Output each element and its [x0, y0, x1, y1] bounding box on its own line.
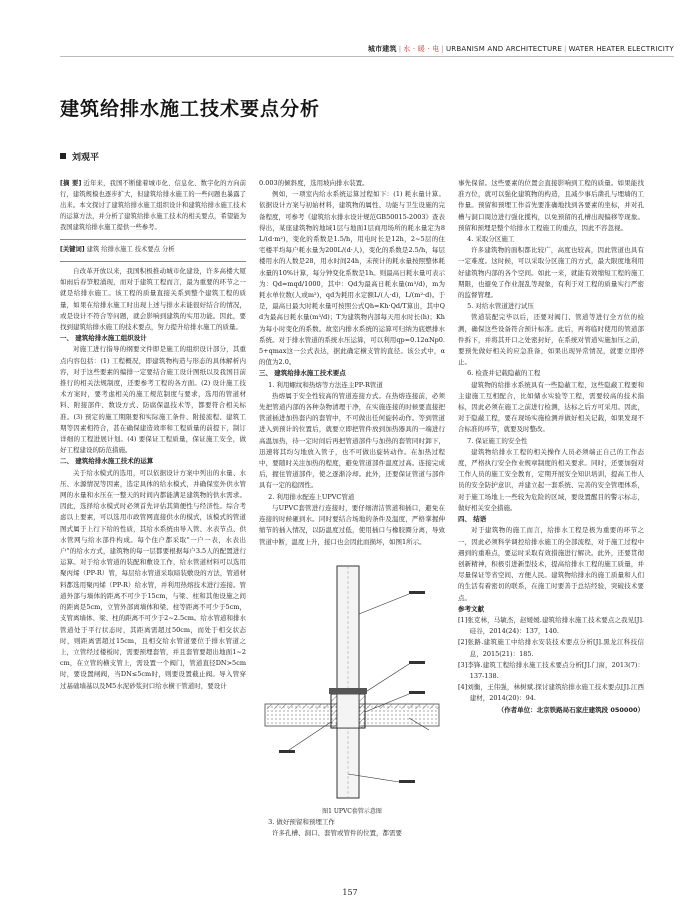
page-number: 157: [342, 888, 358, 897]
upvc-sleeve-diagram: [259, 554, 445, 804]
header-keywords: 水 · 暖 · 电: [403, 45, 440, 53]
paragraph: 事先保留。这些要素的位置会直接影响到工程的质量。如果能找准方位，就可以强化建筑物的构造，且减少事后凿孔与埋墙的工作量。预留和预埋工作首先要准确地找到各要素的坐标，并对孔槽与洞口周边进行强化揽构，以免预留的孔槽出现偏移等现象。预留和预埋是整个给排水工程施工的重点，因此不容忽视。: [458, 179, 644, 232]
upvc-diagram-figure: [259, 554, 445, 804]
paragraph: 许多孔槽、洞口、套管或管件的位置，都需要: [272, 829, 402, 838]
paragraph: 关于给水模式的选用，可以依据设计方案中列出的水量、水压、水源情况等因素，选定具体的给水模式，并确保室外供水管网的水量和水压在一整天的时间内都能满足建筑物的供水需求。因此，选择给水模式时必须首先评估其简便性与经济性。综合考虑以上要素，可以选用市政管网直接供水的模式，该模式的管道图式属于上行下给的性质，其给水系统由导入管、水表节点、供水管网与给水部件构成。每个住户都采取"一户一表，水表出户"的给水方式，建筑物的每一层都要根据每户3.5人的配置进行运算。对于给水管道的装配和敷设工作，给水管道材料可以选用聚丙烯（PP-R）管，每层给水管道采取暗装敷设的方法，管道材料都选用聚丙烯（PP-R）给水管，并利用热熔技术进行连接。管道外部与墙体的距离不可少于15cm，与梁、柱和其他设施之间的距离是5cm，立管外部离墙体和梁、柱等距离不可少于5cm，支管离墙体、梁、柱的距离不可少于2~2.5cm。给水管道和排水管道处于平行状态时，其距离需超过50cm，而处于相交状态时，则距离需超过15cm，且相交给水管道要位于排水管道之上，立管经过楼板时，需要预埋套管，并且套管要超出地面1~2cm，在立管的横支管上，需设置一个阀门，管道直径DN>5cm时，要设置闸阀，当DN≤5cm时，则要设置截止阀。导入管穿过基础墙基以及M5水泥砂浆封口给水横干管道时，要设计: [60, 468, 246, 690]
author-name: 刘观平: [72, 153, 100, 163]
reference-item: [3]李锋.建筑工程给排水施工技术要点分析[J].门窗，2013(7)：137-138.: [458, 660, 644, 680]
references-title: 参考文献: [458, 604, 484, 613]
column-3: [458, 178, 644, 860]
reference-item: [1]张克林，马敏杰，赵媛媛.建筑给排水施工技术要点之我见[J].硅谷，2014(24)：137，140.: [458, 615, 644, 636]
reference-item: [2]张路.建筑施工中给排水安装技术要点分析[J].黑龙江科技信息，2015(21)：185.: [458, 638, 644, 658]
subheading: 7. 保证施工的安全性: [467, 436, 528, 445]
section-heading-3: 三、 建筑给排水施工技术要点: [259, 369, 346, 378]
abstract-divider: [60, 239, 246, 240]
abstract-label: [摘 要]: [60, 180, 82, 187]
subheading: 2. 利用排水配连上UPVC管道: [268, 492, 355, 501]
subheading: 6. 检查并记载隐蔽的工程: [467, 369, 541, 378]
header-divider: [60, 56, 674, 57]
sealing-ring: [329, 688, 367, 694]
section-heading-4: 四、 结语: [458, 515, 487, 524]
subheading: 4. 采取分区施工: [467, 235, 515, 244]
author-affiliation: （作者单位：北京铁路局石家庄建筑段 050000）: [497, 705, 644, 714]
author-line: [60, 150, 99, 163]
section-heading-1: 一、 建筑给排水施工组织设计: [60, 334, 147, 343]
article-title: 建筑给排水施工技术要点分析: [60, 98, 321, 120]
square-bullet-icon: [60, 153, 66, 159]
paragraph: 建筑物给排水工程的相关操作人员必须端正自己的工作态度，严格执行安全作业规章制度的相关要求。同时，还要加强对工作人员的施工安全教育，定期开展安全知识培训，提高工作人员的安全防护意识，并建立起一套系统、完善的安全管理体系，对于施工场地上一些较为危险的区域，要设置醒目的警示标志，做好相关安全措施。: [458, 447, 644, 512]
abstract: [60, 178, 246, 233]
subheading: 3. 做好预留和预埋工作: [268, 817, 335, 826]
paragraph: 许多建筑物的面积都比较广，高度也较高，因此管道也具有一定难度。这时候，可以采取分区施工的方式，最大限度地利用好建筑物内部的各个空间。如此一来，就能有效缩短工程的施工期限，也避免了作业混乱等现象，有利于对工程的质量实行严密的监督管理。: [458, 246, 644, 300]
paragraph: 与UPVC套管进行连接时，要仔细清洁管道和插口，避免在连接的时候砸到水。同时要结合场地的条件及温度，严格掌握伸缩节的插入情况，以防温度过低，使用插口与橡胶圈分离，导致管道中断，温度上升，接口也会因此而损坏，如图1所示。: [259, 503, 445, 546]
paragraph: 对于建筑物的施工而言，给排水工程是极为重要的环节之一，因此必须科学调控给排水施工的全部流程，对于施工过程中遇到的重难点，要运时采取有效措施进行解决。此外，还要贯彻创新精神，积极引进新型技术，提高给排水工程的施工质量，并尽量保证等省空间、方便人民。建筑物给排水的施工质量和人们的生活有着密切的联系，在施工时要善于总结经验，突破技术要点。: [458, 526, 644, 602]
subheading: 1. 利用螺纹和热熔等方法连主PP-R管道: [268, 380, 383, 389]
paragraph: 建筑物的给排水系统具有一些隐蔽工程，这些隐蔽工程要和主建施工互相配合，比如储水实验等工程，需要较高的技术指标，因此必须在施工之前进行检测，达标之后方可采用。因此，对于隐蔽工程，要在现场实施检测并做好相关记载，如果发现不合标准的环节，就要及时整改。: [458, 380, 644, 434]
figure-caption: 图1 UPVC套管示意图: [322, 807, 382, 815]
subheading: 5. 对给水管道进行试压: [467, 302, 534, 311]
header-section: 城市建筑: [367, 45, 397, 53]
section-heading-2: 二、 建筑给排水施工技术的运算: [60, 457, 154, 466]
paragraph: 管道装配完毕以后，还要对阀门、管道等进行全方位的检测，确保这些设备符合预计标准。此后，再将临时使用的管道部件拆下，并将其开口之处密封好，在系统对管道实施加压之前，要预先做好相关的应急准备，如果出现异常情况，就要立即停止。: [458, 313, 644, 367]
pipe-in-sleeve: [337, 694, 359, 728]
abstract-text: 近年来，我国不断健着城市化、信息化、数字化的方向前行，建筑规模也逐步扩大，但建筑给排水施工的一些问题也暴露了出来。本文探讨了建筑给排水施工组织设计和建筑给排水施工技术的运算方法，并分析了建筑给排水施工技术的相关要点，希望能为我国建筑给排水施工提供一些参考。: [60, 180, 246, 231]
column-1: [60, 178, 246, 860]
keywords-divider: [60, 261, 246, 262]
keywords: [60, 244, 246, 255]
paragraph: 例如，一项室内给水系统运算过程如下：(1) 耗水量计算。依据设计方案与初始材料，建筑物的属性、功能与卫生设施的完备程度，可参考《建筑给水排水设计规范GB50015-2003》查表得出，某座建筑物的地域1层与地面1层商用场所的耗水量定为8L/(d·m²)，变化的系数是1.5/h，用电时长是12h，2~5层的住宅楼平均每户耗水量为200L/(d·人)，变化的系数是2.5/h，每层楼用水的人数是28，用水时间24h，未预计的耗水量按照整体耗水量的10%计算，每分钟变化系数是1h。则最高日耗水量可表示为：Qd=mqd/1000，其中：Qd为最高日耗水量(m³/d)，m为耗水单位数(人或m²)，qd为耗用水定额L/(人·d)，L/(m²·d)。于是，最高日最大时耗水量可按照公式Qh=Kh·Qd/T算出，其中Qd为最高日耗水量(m³/d)；T为建筑物内部每天用水时长(h)；Kh为每小时变化的系数。故室内排水系统的运算可归纳为底燃排水系统。对于排水管道的系统水压运算，可以利用qp=0.12αNp0.5+qmax这一公式表达，据此确定横支管的直径。该公式中，α的值为2.0。: [259, 190, 445, 367]
header-english: URBANISM AND ARCHITECTURE: [445, 45, 562, 53]
paragraph: 热熔属于安全性较高的管道连接方式。在热熔连接前，必须先把管道内部的各种杂物清理干净，在实施连接的时候要直接把管道插进加热套内的套管中，不可做出任何旋转动作。等到管道进入到预计的位置后，就要立即把管件放到加热器具的一端进行高温加热，待一定时间后再把管道部件与加热的套管同时卸下，迅速将其均匀地放入管子，也不可做出旋转动作。在加热过程中，要随时关注加热的程度，避免管道部件温度过高。连接完成后，握住管道部件，使之逐渐冷却。此外，还要保证管道与部件具有一定的稳固性。: [259, 391, 445, 490]
column-2: [259, 178, 445, 860]
running-header: 城市建筑 | 水 · 暖 · 电 | URBANISM AND ARCHITECTURE | WATER HEATER ELECTRICITY: [367, 45, 674, 53]
reference-item: [4]刘衡，王伟强，林树斌.探讨建筑给排水施工技术要点[J].江西建材，2014(20)：94.: [458, 683, 644, 703]
intro-paragraph: 自改革开放以来，我国积极推动城市化建设，许多高楼大厦如雨后春笋般涌现，而对于建筑工程而言，最为重要的环节之一就是给排水施工。该工程的质量直接关系到整个建筑工程的质量，如果在给排水施工时出现上述与排水未能很好结合的情况，或是设计不符合等问题，就会影响到建筑的实用功能。因此，要找到建筑给排水施工的技术要点，努力提升给排水施工的质量。: [60, 267, 246, 332]
keywords-text: 建筑 给排水施工 技术要点 分析: [86, 246, 175, 253]
paragraph: 对施工进行指导的纲要文件即是施工的组织设计部分，其重点内容包括：(1) 工程概况，即建筑物构造与形态的具体解析内容，对于这些要素的编排一定要结合施工设计图纸以及我国目前推行的相关法规制度，还要参考工程的各方面。(2) 设计施工技术方案时，要考虑相关的施工规范制度与要求，选用的管道材料、附接部件、数设方式、防腐保温技术等，都要符合相关标准。(3) 预定的施工期限要和实际施工条件、附接流程、建筑工期等因素相符合，甚在确保建造效率和工程质量的前提下，制订详细的工程进展计划。(4) 要保证工程质量，保证施工安全，做好工程建设的防范措施。: [60, 345, 246, 455]
header-topic: WATER HEATER ELECTRICITY: [568, 45, 674, 53]
keywords-label: [关键词]: [60, 246, 85, 253]
paragraph: 0.003的倾斜度，选用坡向排水装置。: [259, 179, 369, 187]
